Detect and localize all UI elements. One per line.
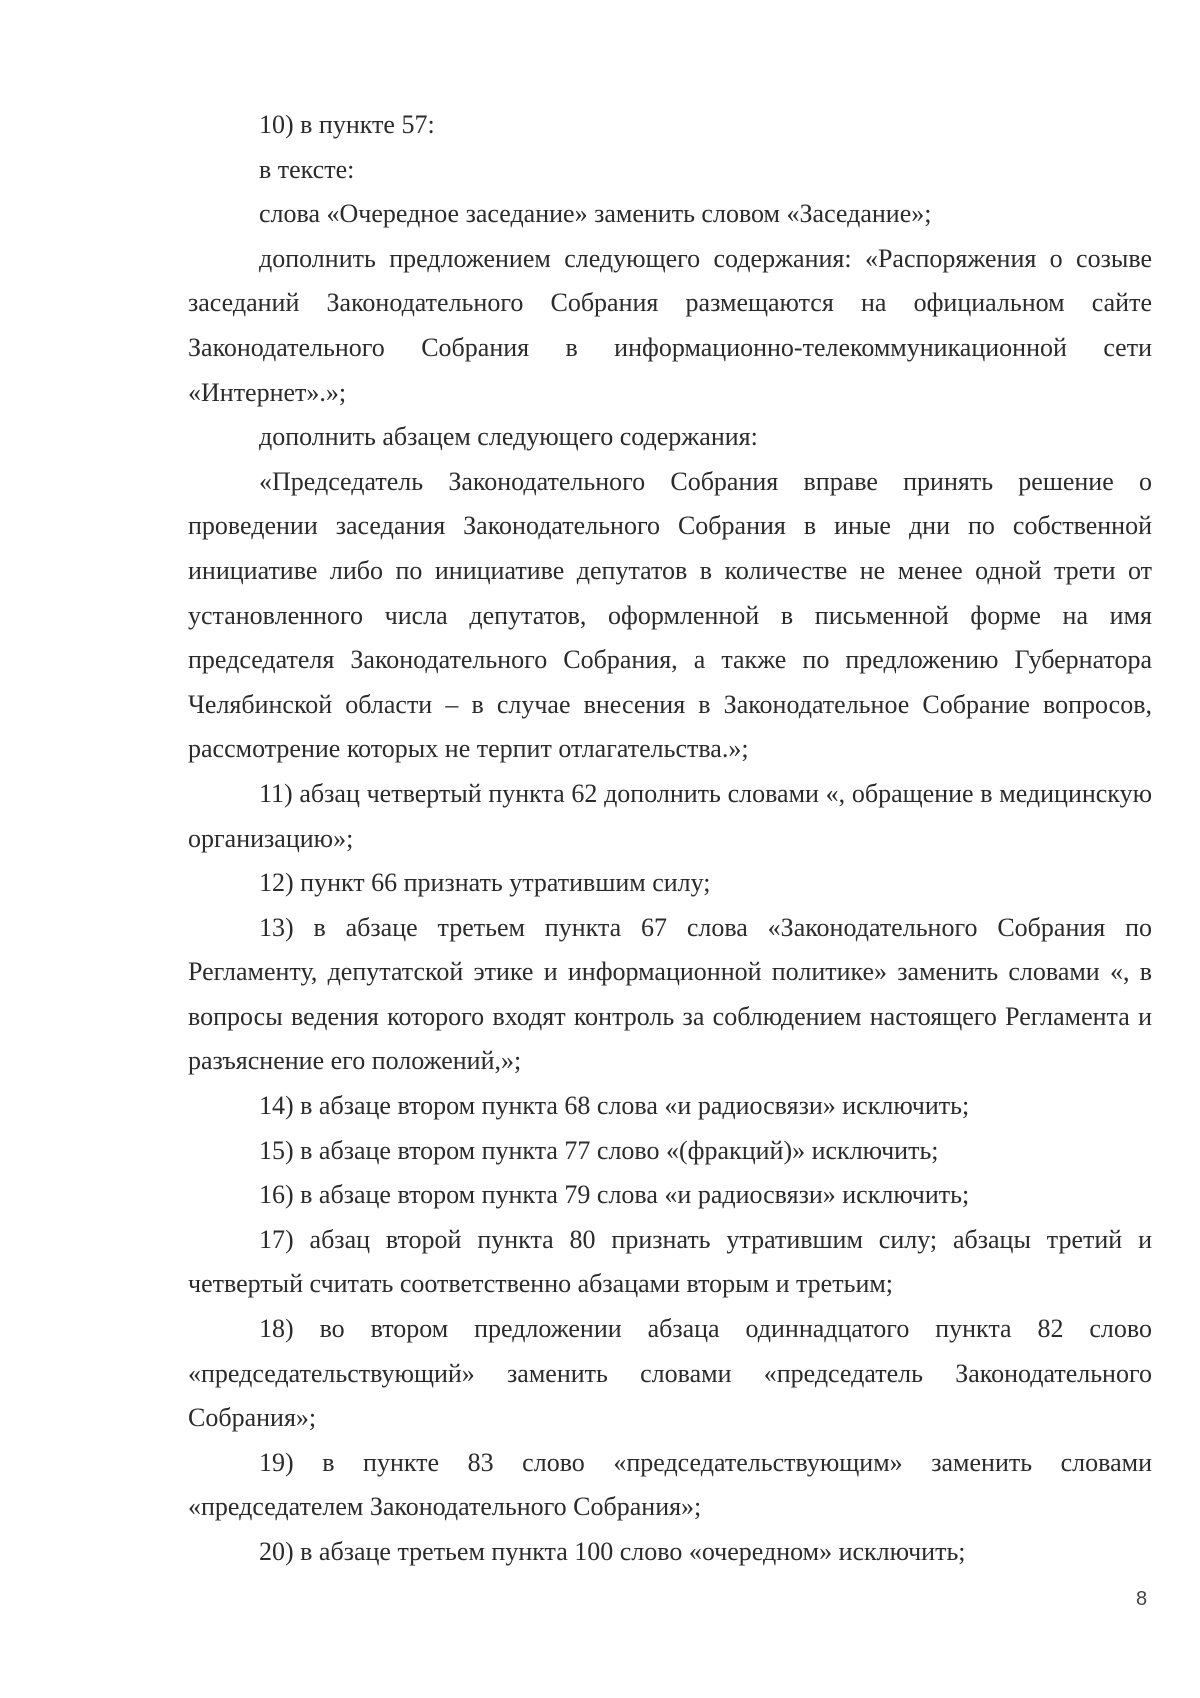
paragraph-item-20: 20) в абзаце третьем пункта 100 слово «очередном» исключить;: [259, 1537, 966, 1566]
paragraph-item-16: 16) в абзаце втором пункта 79 слова «и радиосвязи» исключить;: [259, 1180, 970, 1210]
paragraph-add-sentence: дополнить предложением следующего содержания: «Распоряжения о созыве заседаний Законодательного Собрания размещаются на официальном сайте Законодательного Собрания в информационно-телекоммуникационной сети «Интернет».»;: [188, 243, 1152, 407]
paragraph-replace-words: слова «Очередное заседание» заменить словом «Заседание»;: [259, 199, 932, 229]
paragraph-item-18: 18) во втором предложении абзаца одиннадцатого пункта 82 слово «председательствующий» заменить словами «председатель Законодательного Собрания»;: [188, 1314, 1152, 1433]
paragraph-quoted-text: «Председатель Законодательного Собрания вправе принять решение о проведении заседания Законодательного Собрания в иные дни по собственной инициативе либо по инициативе депутатов в количестве не менее одной трети от установленного числа депутатов, оформленной в письменной форме на имя председателя Законодательного Собрания, а также по предложению Губернатора Челябинской области – в случае внесения в Законодательное Собрание вопросов, рассмотрение которых не терпит отлагательства.»;: [188, 466, 1152, 764]
paragraph-item-12: 12) пункт 66 признать утратившим силу;: [259, 868, 711, 898]
paragraph-item-14: 14) в абзаце втором пункта 68 слова «и радиосвязи» исключить;: [259, 1091, 970, 1121]
paragraph-item-15: 15) в абзаце втором пункта 77 слово «(фракций)» исключить;: [259, 1135, 939, 1165]
paragraph-item-19: 19) в пункте 83 слово «председательствующим» заменить словами «председателем Законодательного Собрания»;: [188, 1447, 1152, 1522]
document-body: [188, 103, 1152, 1575]
paragraph-item-13: 13) в абзаце третьем пункта 67 слова «Законодательного Собрания по Регламенту, депутатской этике и информационной политике» заменить словами «, в вопросы ведения которого входят контроль за соблюдением настоящего Регламента и разъяснение его положений,»;: [188, 912, 1152, 1076]
page-number: 8: [1136, 1588, 1148, 1610]
paragraph-item-10: 10) в пункте 57:: [259, 110, 435, 139]
paragraph-item-17: 17) абзац второй пункта 80 признать утратившим силу; абзацы третий и четвертый считать соответственно абзацами вторым и третьим;: [188, 1224, 1152, 1299]
paragraph-item-11: 11) абзац четвертый пункта 62 дополнить словами «, обращение в медицинскую организацию»;: [188, 778, 1152, 853]
paragraph-in-text: в тексте:: [259, 154, 355, 184]
paragraph-add-abzac: дополнить абзацем следующего содержания:: [259, 422, 758, 452]
